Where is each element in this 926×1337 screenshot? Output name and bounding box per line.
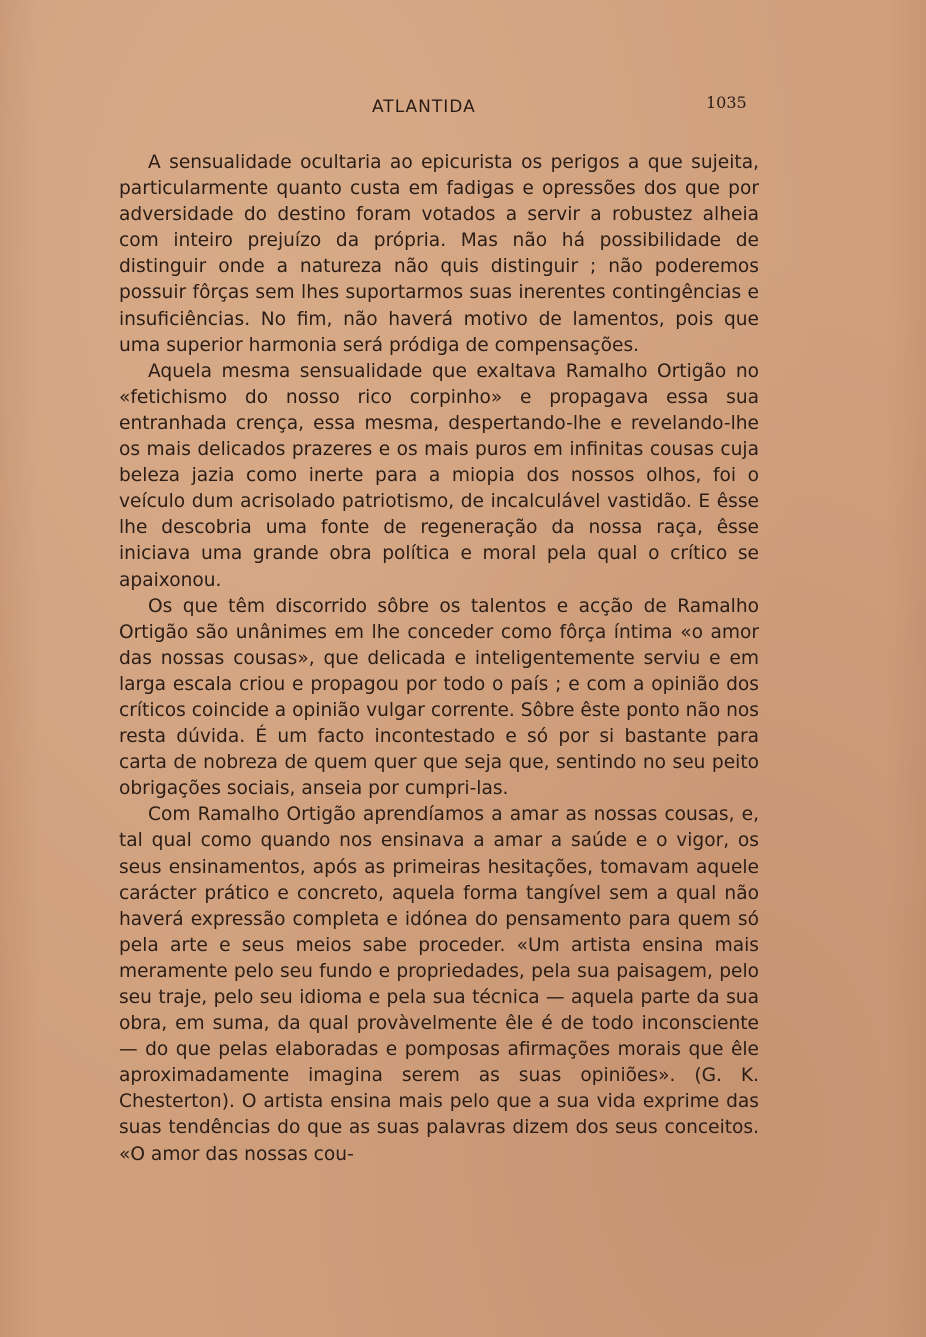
page-number: 1035 <box>706 93 747 112</box>
paragraph-2: Aquela mesma sensualidade que exaltava Ramalho Ortigão no «fetichismo do nosso rico corpinho» e propagava essa sua entranhada crença, essa mesma, despertando-lhe e revelando-lhe os mais delicados prazeres e os mais puros em infinitas cousas cuja beleza jazia como inerte para a miopia dos nossos olhos, foi o veículo dum acrisolado patriotismo, de incalculável vastidão. E êsse lhe descobria uma fonte de regeneração da nossa raça, êsse iniciava uma grande obra política e moral pela qual o crítico se apaixonou. <box>119 360 759 591</box>
paragraph-1: A sensualidade ocultaria ao epicurista os perigos a que sujeita, particularmente quanto custa em fadigas e opressões dos que por adversidade do destino foram votados a servir a robustez alheia com inteiro prejuízo da própria. Mas não há possibilidade de distinguir onde a natureza não quis distinguir ; não poderemos possuir fôrças sem lhes suportarmos suas inerentes contingências e insuficiências. No fim, não haverá motivo de lamentos, pois que uma superior harmonia será pródiga de compensações. <box>119 152 759 356</box>
paragraph-3: Os que têm discorrido sôbre os talentos e acção de Ramalho Ortigão são unânimes em lhe conceder como fôrça íntima «o amor das nossas cousas», que delicada e inteligentemente serviu e em larga escala criou e propagou por todo o país ; e com a opinião dos críticos coincide a opinião vulgar corrente. Sôbre êste ponto não nos resta dúvida. É um facto incontestado e só por si bastante para carta de nobreza de quem quer que seja que, sentindo no seu peito obrigações sociais, anseia por cumpri-las. <box>119 595 759 800</box>
body-text <box>119 150 759 1168</box>
running-title: ATLANTIDA <box>372 97 476 117</box>
paragraph-4: Com Ramalho Ortigão aprendíamos a amar as nossas cousas, e, tal qual como quando nos ensinava a amar a saúde e o vigor, os seus ensinamentos, após as primeiras hesitações, tomavam aquele carácter prático e concreto, aquela forma tangível sem a qual não haverá expressão completa e idónea do pensamento para quem só pela arte e seus meios sabe proceder. «Um artista ensina mais meramente pelo seu fundo e propriedades, pela sua paisagem, pelo seu traje, pelo seu idioma e pela sua técnica — aquela parte da sua obra, em suma, da qual provàvelmente êle é de todo inconsciente — do que pelas elaboradas e pomposas afirmações morais que êle aproximadamente imagina serem as suas opiniões». (G. K. Chesterton). O artista ensina mais pelo que a sua vida exprime das suas tendências do que as suas palavras dizem dos seus conceitos. «O amor das nossas cou- <box>119 804 759 1165</box>
